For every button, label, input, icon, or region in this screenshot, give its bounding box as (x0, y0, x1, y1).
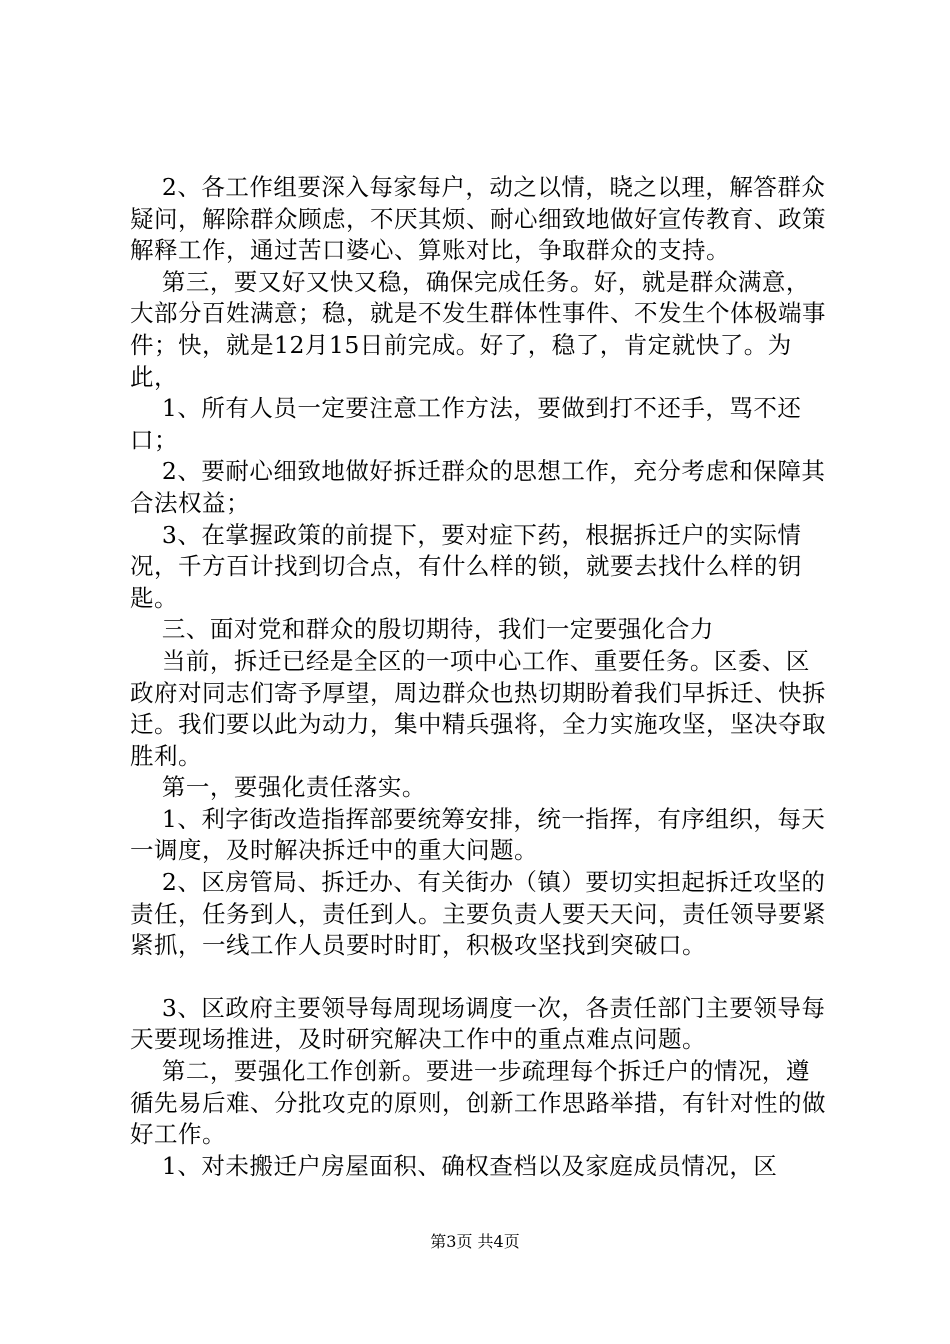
paragraph: 3、在掌握政策的前提下，要对症下药，根据拆迁户的实际情况，千方百计找到切合点，有什么样的锁，就要去找什么样的钥匙。 (130, 520, 802, 612)
section-heading: 三、面对党和群众的殷切期待，我们一定要强化合力 (130, 615, 714, 644)
paragraph: 2、各工作组要深入每家每户，动之以情，晓之以理，解答群众疑问，解除群众顾虑，不厌其烦、耐心细致地做好宣传教育、政策解释工作，通过苦口婆心、算账对比，争取群众的支持。 (130, 173, 826, 265)
paragraph: 1、所有人员一定要注意工作方法，要做到打不还手，骂不还口； (130, 394, 802, 454)
paragraph: 2、要耐心细致地做好拆迁群众的思想工作，充分考虑和保障其合法权益； (130, 457, 826, 517)
paragraph: 2、区房管局、拆迁办、有关街办（镇）要切实担起拆迁攻坚的责任，任务到人，责任到人。主要负责人要天天问，责任领导要紧紧抓，一线工作人员要时时盯，积极攻坚找到突破口。 (130, 868, 826, 960)
document-body (130, 172, 830, 1182)
paragraph: 当前，拆迁已经是全区的一项中心工作、重要任务。区委、区政府对同志们寄予厚望，周边群众也热切期盼着我们早拆迁、快拆迁。我们要以此为动力，集中精兵强将，全力实施攻坚，坚决夺取胜利。 (130, 646, 826, 770)
paragraph: 1、对未搬迁户房屋面积、确权查档以及家庭成员情况，区 (130, 1151, 778, 1180)
paragraph: 第二，要强化工作创新。要进一步疏理每个拆迁户的情况，遵循先易后难、分批攻克的原则，创新工作思路举措，有针对性的做好工作。 (130, 1057, 826, 1149)
subsection-heading: 第一，要强化责任落实。 (130, 773, 426, 802)
page-number-footer: 第3页 共4页 (430, 1232, 520, 1251)
paragraph: 第三，要又好又快又稳，确保完成任务。好，就是群众满意，大部分百姓满意；稳，就是不发生群体性事件、不发生个体极端事件；快，就是12月15日前完成。好了，稳了，肯定就快了。为此， (130, 267, 826, 391)
paragraph: 3、区政府主要领导每周现场调度一次，各责任部门主要领导每天要现场推进，及时研究解决工作中的重点难点问题。 (130, 993, 826, 1054)
paragraph: 1、利字街改造指挥部要统筹安排，统一指挥，有序组织，每天一调度，及时解决拆迁中的重大问题。 (130, 804, 826, 865)
